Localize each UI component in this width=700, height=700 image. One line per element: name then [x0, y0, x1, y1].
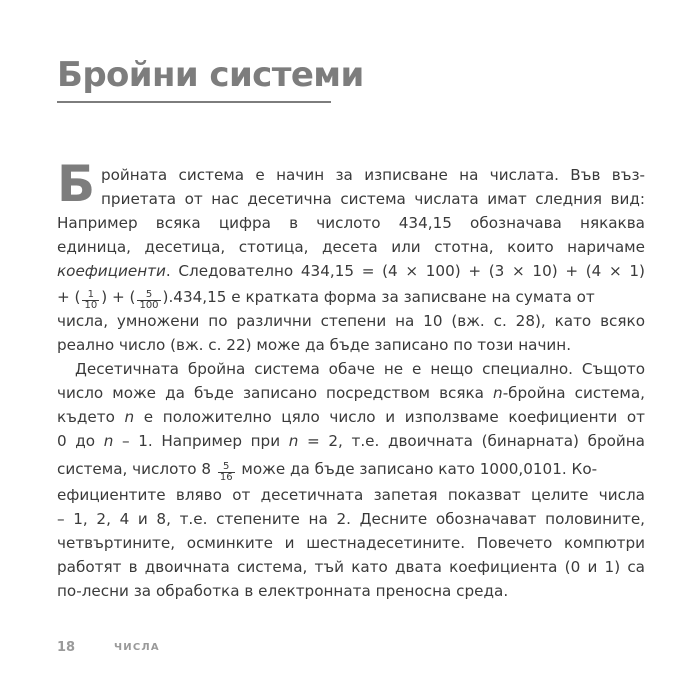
fraction: $\frac{1}{10}$ [84, 289, 98, 311]
text-line: Например всяка цифра в числото 434,15 обозначава някаква [57, 214, 645, 232]
text-line: единица, десетица, стотица, десета или стотна, които наричаме [57, 238, 645, 256]
text-line: Десетичната бройна система обаче не е нещо специално. Същото [75, 360, 645, 378]
section-label: ЧИСЛА [114, 642, 160, 653]
text-line: числа, умножени по различни степени на 10 (вж. с. 28), като всяко [57, 312, 645, 330]
title-underline [57, 101, 331, 103]
text-line: коефициенти. Следователно 434,15 = (4 × 100) + (3 × 10) + (4 × 1) [57, 262, 645, 280]
text-line: ройната система е начин за изписване на числата. Във въз- [101, 166, 645, 184]
text-line: + ( $\frac{1}{10}$ ) + ( $\frac{5}{100}$ ).434,15 е кратката форма за записване на сумата от [57, 288, 595, 311]
text-line: ефициентите вляво от десетичната запетая показват целите числа [57, 486, 645, 504]
text-line: 0 до n – 1. Например при n = 2, т.е. двоичната (бинарната) бройна [57, 432, 645, 450]
text-line: реално число (вж. с. 22) може да бъде записано по този начин. [57, 336, 572, 354]
italic-term: коефициенти [57, 262, 166, 280]
text-line: число може да бъде записано посредством всяка n-бройна система, [57, 384, 645, 402]
fraction: $\frac{5}{100}$ [139, 289, 159, 311]
fraction: $\frac{5}{16}$ [219, 461, 233, 483]
text-line: четвъртините, осминките и шестнадесетините. Повечето компютри [57, 534, 645, 552]
page-title: Бройни системи [57, 55, 364, 95]
text-line: – 1, 2, 4 и 8, т.е. степените на 2. Десните обозначават половините, [57, 510, 645, 528]
page-number: 18 [57, 640, 76, 655]
text-line: система, числото 8 $\frac{5}{16}$ може да бъде записано като 1000,0101. Ко- [57, 460, 598, 483]
text-line: работят в двоичната система, тъй като двата коефициента (0 и 1) са [57, 558, 645, 576]
text-line: по-лесни за обработка в електронната преносна среда. [57, 582, 509, 600]
text-line: приетата от нас десетична система числата имат следния вид: [101, 190, 645, 208]
drop-cap: Б [57, 155, 96, 213]
text-line: където n е положително цяло число и използваме коефициенти от [57, 408, 645, 426]
